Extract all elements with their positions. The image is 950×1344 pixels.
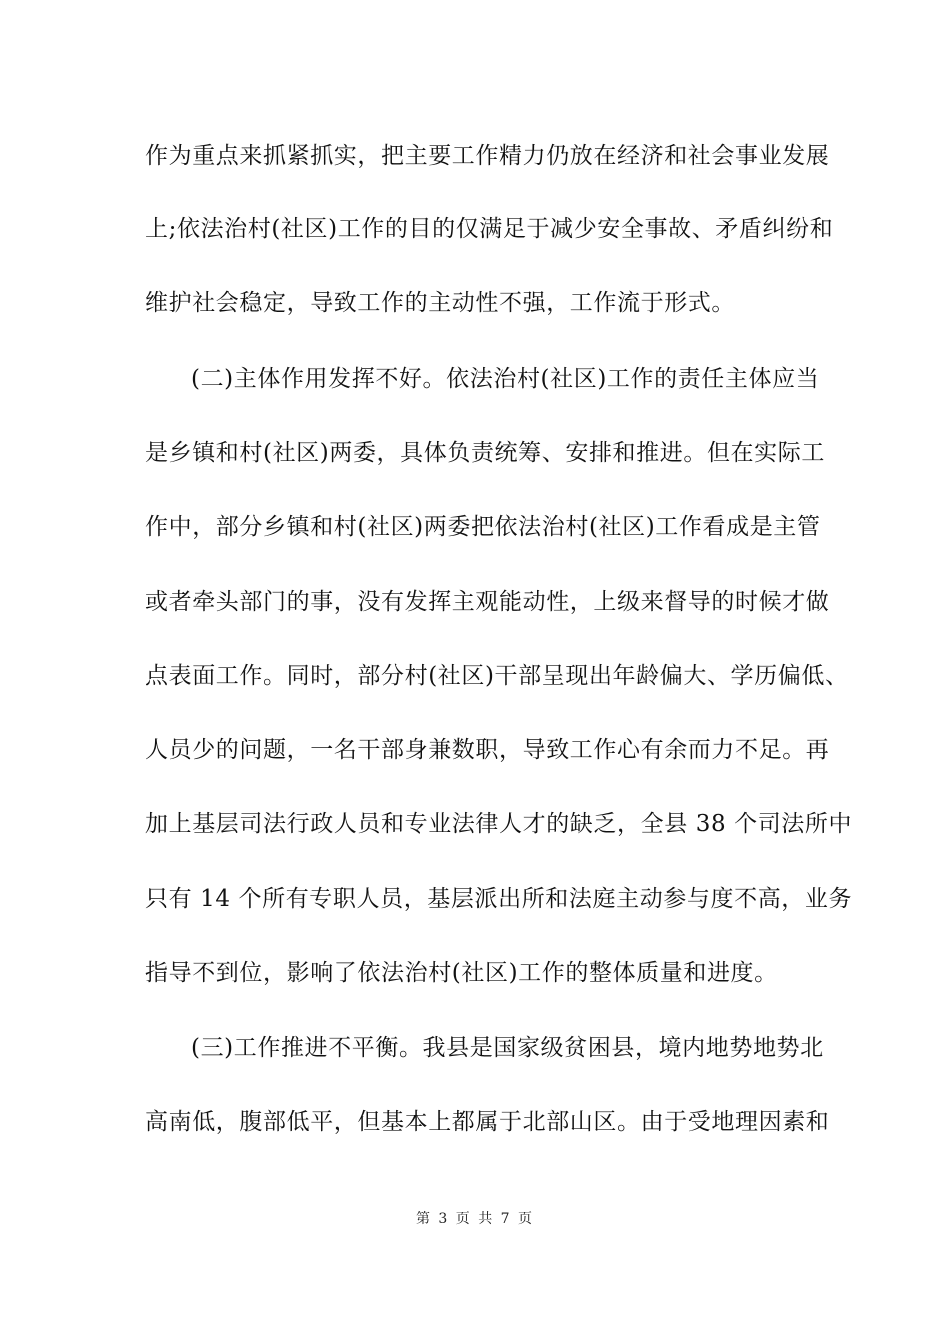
body-text-line: 是乡镇和村(社区)两委，具体负责统筹、安排和推进。但在实际工 <box>145 440 825 466</box>
body-text-line: 只有 14 个所有专职人员，基层派出所和法庭主动参与度不高，业务 <box>145 886 853 912</box>
body-text-line: 点表面工作。同时，部分村(社区)干部呈现出年龄偏大、学历偏低、 <box>145 663 849 689</box>
page-number-footer: 第 3 页 共 7 页 <box>415 1211 535 1227</box>
body-text-line: 指导不到位，影响了依法治村(社区)工作的整体质量和进度。 <box>145 960 778 986</box>
body-text-line: 作中，部分乡镇和村(社区)两委把依法治村(社区)工作看成是主管 <box>145 514 821 540</box>
body-text-line: 高南低，腹部低平，但基本上都属于北部山区。由于受地理因素和 <box>145 1109 830 1135</box>
paragraph-start-line: (三)工作推进不平衡。我县是国家级贫困县，境内地势地势北 <box>191 1035 824 1061</box>
body-text-line: 作为重点来抓紧抓实，把主要工作精力仍放在经济和社会事业发展 <box>145 143 830 169</box>
body-text-line: 加上基层司法行政人员和专业法律人才的缺乏，全县 38 个司法所中 <box>145 811 853 837</box>
paragraph-start-line: (二)主体作用发挥不好。依法治村(社区)工作的责任主体应当 <box>191 366 820 392</box>
body-text-line: 上;依法治村(社区)工作的目的仅满足于减少安全事故、矛盾纠纷和 <box>145 216 834 242</box>
body-text-line: 或者牵头部门的事，没有发挥主观能动性，上级来督导的时候才做 <box>145 589 830 615</box>
body-text-line: 人员少的问题，一名干部身兼数职，导致工作心有余而力不足。再 <box>145 737 830 763</box>
body-text-line: 维护社会稳定，导致工作的主动性不强，工作流于形式。 <box>145 290 735 316</box>
